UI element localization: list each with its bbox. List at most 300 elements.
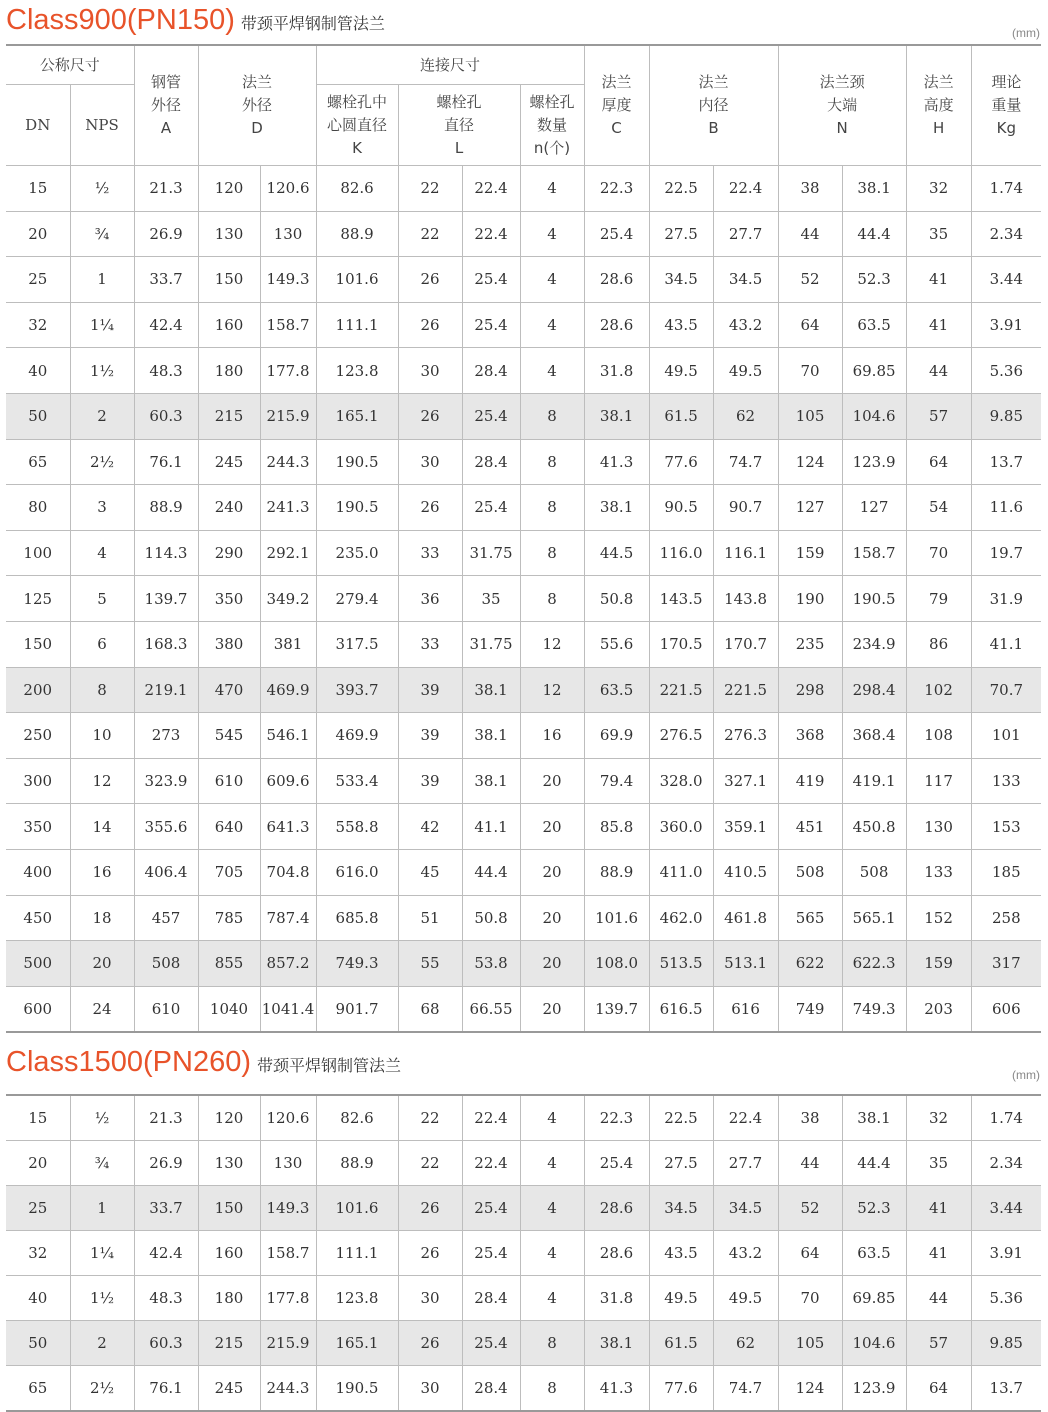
cell-nps: 3 xyxy=(70,485,134,531)
cell-bolt-hole-actual: 38.1 xyxy=(462,667,520,713)
cell-bolt-hole-actual: 35 xyxy=(462,576,520,622)
cell-flange-od-nominal: 610 xyxy=(198,758,260,804)
cell-flange-od-actual: 158.7 xyxy=(260,1231,316,1276)
cell-flange-od-nominal: 160 xyxy=(198,1231,260,1276)
cell-flange-id-nominal: 360.0 xyxy=(649,804,713,850)
cell-bolt-count: 4 xyxy=(520,1141,584,1186)
table-row xyxy=(6,1366,1041,1412)
cell-bolt-count: 4 xyxy=(520,1231,584,1276)
table-row xyxy=(6,1186,1041,1231)
cell-flange-od-actual: 1041.4 xyxy=(260,986,316,1032)
cell-nps: 4 xyxy=(70,530,134,576)
cell-bolt-circle: 165.1 xyxy=(316,1321,398,1366)
cell-nps: 10 xyxy=(70,713,134,759)
table-row xyxy=(6,166,1041,212)
cell-flange-height: 79 xyxy=(906,576,971,622)
cell-bolt-count: 20 xyxy=(520,986,584,1032)
cell-flange-id-nominal: 513.5 xyxy=(649,941,713,987)
cell-flange-id-nominal: 116.0 xyxy=(649,530,713,576)
cell-nps: 1½ xyxy=(70,348,134,394)
cell-nps: 16 xyxy=(70,849,134,895)
cell-bolt-hole-nominal: 26 xyxy=(398,1231,462,1276)
cell-bolt-count: 8 xyxy=(520,439,584,485)
cell-flange-od-nominal: 240 xyxy=(198,485,260,531)
cell-nps: 2½ xyxy=(70,439,134,485)
cell-flange-height: 41 xyxy=(906,1186,971,1231)
cell-flange-id-nominal: 27.5 xyxy=(649,211,713,257)
cell-bolt-circle: 165.1 xyxy=(316,393,398,439)
cell-flange-id-nominal: 221.5 xyxy=(649,667,713,713)
cell-dn: 200 xyxy=(6,667,70,713)
cell-neck-end-nominal: 70 xyxy=(778,1276,842,1321)
cell-bolt-hole-nominal: 30 xyxy=(398,1276,462,1321)
cell-flange-od-actual: 857.2 xyxy=(260,941,316,987)
cell-nps: 12 xyxy=(70,758,134,804)
cell-flange-thickness: 79.4 xyxy=(584,758,649,804)
cell-pipe-od: 48.3 xyxy=(134,348,198,394)
cell-neck-end-actual: 622.3 xyxy=(842,941,906,987)
cell-bolt-hole-actual: 31.75 xyxy=(462,530,520,576)
cell-flange-id-nominal: 462.0 xyxy=(649,895,713,941)
cell-flange-od-actual: 241.3 xyxy=(260,485,316,531)
cell-flange-thickness: 69.9 xyxy=(584,713,649,759)
cell-dn: 100 xyxy=(6,530,70,576)
cell-weight: 5.36 xyxy=(971,348,1041,394)
cell-neck-end-actual: 298.4 xyxy=(842,667,906,713)
cell-weight: 3.44 xyxy=(971,257,1041,303)
cell-weight: 1.74 xyxy=(971,1095,1041,1141)
cell-flange-od-nominal: 180 xyxy=(198,1276,260,1321)
cell-nps: 1 xyxy=(70,1186,134,1231)
cell-bolt-circle: 190.5 xyxy=(316,439,398,485)
cell-bolt-circle: 901.7 xyxy=(316,986,398,1032)
header-bolt-circle: 螺栓孔中 心圆直径 K xyxy=(316,85,398,166)
cell-flange-id-actual: 49.5 xyxy=(713,348,778,394)
cell-neck-end-nominal: 124 xyxy=(778,439,842,485)
class900-table-body xyxy=(6,166,1041,1033)
cell-bolt-hole-nominal: 39 xyxy=(398,713,462,759)
cell-bolt-hole-nominal: 30 xyxy=(398,439,462,485)
cell-bolt-circle: 190.5 xyxy=(316,1366,398,1412)
header-flange-id: 法兰 内径 B xyxy=(649,45,778,166)
cell-flange-id-actual: 116.1 xyxy=(713,530,778,576)
cell-neck-end-nominal: 52 xyxy=(778,1186,842,1231)
cell-flange-id-nominal: 22.5 xyxy=(649,166,713,212)
table-row xyxy=(6,941,1041,987)
cell-dn: 40 xyxy=(6,348,70,394)
cell-bolt-count: 4 xyxy=(520,1095,584,1141)
cell-bolt-count: 8 xyxy=(520,485,584,531)
cell-bolt-hole-nominal: 68 xyxy=(398,986,462,1032)
cell-dn: 400 xyxy=(6,849,70,895)
cell-flange-thickness: 88.9 xyxy=(584,849,649,895)
cell-bolt-hole-nominal: 36 xyxy=(398,576,462,622)
cell-flange-thickness: 22.3 xyxy=(584,166,649,212)
table-row xyxy=(6,667,1041,713)
cell-flange-height: 133 xyxy=(906,849,971,895)
cell-flange-id-nominal: 49.5 xyxy=(649,348,713,394)
table-row xyxy=(6,485,1041,531)
cell-neck-end-actual: 44.4 xyxy=(842,211,906,257)
cell-neck-end-nominal: 368 xyxy=(778,713,842,759)
cell-neck-end-nominal: 235 xyxy=(778,621,842,667)
cell-dn: 25 xyxy=(6,1186,70,1231)
cell-bolt-hole-actual: 22.4 xyxy=(462,166,520,212)
cell-flange-id-actual: 170.7 xyxy=(713,621,778,667)
cell-pipe-od: 60.3 xyxy=(134,393,198,439)
cell-dn: 350 xyxy=(6,804,70,850)
cell-neck-end-actual: 38.1 xyxy=(842,166,906,212)
cell-bolt-circle: 469.9 xyxy=(316,713,398,759)
cell-neck-end-nominal: 159 xyxy=(778,530,842,576)
cell-flange-od-actual: 349.2 xyxy=(260,576,316,622)
cell-weight: 606 xyxy=(971,986,1041,1032)
cell-bolt-count: 8 xyxy=(520,393,584,439)
header-nps: NPS xyxy=(70,85,134,166)
cell-flange-thickness: 38.1 xyxy=(584,393,649,439)
cell-weight: 9.85 xyxy=(971,393,1041,439)
cell-neck-end-nominal: 622 xyxy=(778,941,842,987)
cell-bolt-hole-nominal: 30 xyxy=(398,1366,462,1412)
cell-flange-thickness: 22.3 xyxy=(584,1095,649,1141)
cell-flange-od-nominal: 120 xyxy=(198,1095,260,1141)
cell-neck-end-nominal: 565 xyxy=(778,895,842,941)
cell-pipe-od: 42.4 xyxy=(134,1231,198,1276)
cell-flange-id-nominal: 34.5 xyxy=(649,1186,713,1231)
cell-flange-id-actual: 90.7 xyxy=(713,485,778,531)
cell-bolt-count: 4 xyxy=(520,1276,584,1321)
cell-nps: ¾ xyxy=(70,1141,134,1186)
cell-bolt-hole-actual: 28.4 xyxy=(462,1276,520,1321)
cell-flange-id-actual: 49.5 xyxy=(713,1276,778,1321)
cell-pipe-od: 323.9 xyxy=(134,758,198,804)
table-row xyxy=(6,986,1041,1032)
cell-pipe-od: 48.3 xyxy=(134,1276,198,1321)
cell-flange-id-nominal: 77.6 xyxy=(649,439,713,485)
section1-title xyxy=(6,4,385,44)
cell-dn: 500 xyxy=(6,941,70,987)
cell-flange-od-actual: 149.3 xyxy=(260,257,316,303)
cell-flange-od-actual: 130 xyxy=(260,1141,316,1186)
cell-dn: 150 xyxy=(6,621,70,667)
cell-neck-end-nominal: 105 xyxy=(778,1321,842,1366)
header-bolt-hole-diameter: 螺栓孔 直径 L xyxy=(398,85,520,166)
cell-bolt-hole-nominal: 26 xyxy=(398,1186,462,1231)
cell-bolt-hole-nominal: 33 xyxy=(398,530,462,576)
cell-bolt-hole-nominal: 42 xyxy=(398,804,462,850)
cell-flange-height: 64 xyxy=(906,1366,971,1412)
cell-bolt-hole-actual: 44.4 xyxy=(462,849,520,895)
cell-flange-id-actual: 34.5 xyxy=(713,257,778,303)
cell-neck-end-actual: 450.8 xyxy=(842,804,906,850)
cell-flange-od-nominal: 130 xyxy=(198,211,260,257)
cell-pipe-od: 26.9 xyxy=(134,1141,198,1186)
cell-nps: 24 xyxy=(70,986,134,1032)
cell-neck-end-nominal: 749 xyxy=(778,986,842,1032)
cell-flange-height: 41 xyxy=(906,302,971,348)
cell-flange-height: 152 xyxy=(906,895,971,941)
cell-bolt-hole-nominal: 22 xyxy=(398,1141,462,1186)
class1500-flange-table xyxy=(6,1094,1041,1412)
cell-flange-od-nominal: 160 xyxy=(198,302,260,348)
cell-dn: 65 xyxy=(6,439,70,485)
cell-bolt-count: 4 xyxy=(520,302,584,348)
cell-weight: 101 xyxy=(971,713,1041,759)
cell-pipe-od: 114.3 xyxy=(134,530,198,576)
header-connection-size: 连接尺寸 xyxy=(316,45,584,85)
cell-bolt-count: 8 xyxy=(520,1366,584,1412)
cell-flange-od-actual: 546.1 xyxy=(260,713,316,759)
cell-flange-id-actual: 461.8 xyxy=(713,895,778,941)
cell-neck-end-nominal: 190 xyxy=(778,576,842,622)
cell-flange-od-actual: 641.3 xyxy=(260,804,316,850)
cell-flange-od-actual: 704.8 xyxy=(260,849,316,895)
cell-flange-od-nominal: 705 xyxy=(198,849,260,895)
table-row xyxy=(6,1231,1041,1276)
cell-neck-end-actual: 44.4 xyxy=(842,1141,906,1186)
cell-flange-height: 117 xyxy=(906,758,971,804)
cell-flange-id-actual: 74.7 xyxy=(713,439,778,485)
cell-flange-id-nominal: 61.5 xyxy=(649,393,713,439)
cell-bolt-circle: 88.9 xyxy=(316,1141,398,1186)
cell-bolt-hole-nominal: 26 xyxy=(398,1321,462,1366)
cell-flange-id-actual: 22.4 xyxy=(713,1095,778,1141)
cell-dn: 80 xyxy=(6,485,70,531)
cell-flange-id-nominal: 276.5 xyxy=(649,713,713,759)
cell-flange-id-actual: 22.4 xyxy=(713,166,778,212)
cell-bolt-hole-nominal: 39 xyxy=(398,758,462,804)
cell-neck-end-nominal: 105 xyxy=(778,393,842,439)
cell-neck-end-actual: 52.3 xyxy=(842,1186,906,1231)
table-row xyxy=(6,302,1041,348)
cell-flange-height: 35 xyxy=(906,211,971,257)
cell-flange-id-actual: 143.8 xyxy=(713,576,778,622)
class900-flange-table xyxy=(6,44,1041,1033)
cell-nps: 2 xyxy=(70,1321,134,1366)
cell-bolt-count: 20 xyxy=(520,941,584,987)
cell-flange-id-actual: 62 xyxy=(713,1321,778,1366)
cell-flange-od-actual: 381 xyxy=(260,621,316,667)
cell-weight: 153 xyxy=(971,804,1041,850)
cell-bolt-circle: 88.9 xyxy=(316,211,398,257)
cell-flange-id-nominal: 616.5 xyxy=(649,986,713,1032)
cell-nps: 1¼ xyxy=(70,1231,134,1276)
cell-weight: 1.74 xyxy=(971,166,1041,212)
cell-flange-od-actual: 120.6 xyxy=(260,166,316,212)
cell-flange-thickness: 38.1 xyxy=(584,1321,649,1366)
cell-bolt-hole-nominal: 33 xyxy=(398,621,462,667)
cell-bolt-hole-actual: 25.4 xyxy=(462,393,520,439)
cell-flange-height: 32 xyxy=(906,166,971,212)
cell-bolt-circle: 111.1 xyxy=(316,1231,398,1276)
cell-flange-od-nominal: 640 xyxy=(198,804,260,850)
cell-bolt-hole-nominal: 55 xyxy=(398,941,462,987)
cell-neck-end-actual: 69.85 xyxy=(842,348,906,394)
cell-flange-id-actual: 513.1 xyxy=(713,941,778,987)
cell-weight: 2.34 xyxy=(971,211,1041,257)
cell-neck-end-actual: 234.9 xyxy=(842,621,906,667)
cell-flange-id-nominal: 49.5 xyxy=(649,1276,713,1321)
cell-weight: 13.7 xyxy=(971,439,1041,485)
cell-neck-end-actual: 158.7 xyxy=(842,530,906,576)
cell-neck-end-nominal: 508 xyxy=(778,849,842,895)
cell-flange-id-nominal: 90.5 xyxy=(649,485,713,531)
cell-bolt-count: 20 xyxy=(520,758,584,804)
cell-flange-id-nominal: 143.5 xyxy=(649,576,713,622)
cell-nps: 2½ xyxy=(70,1366,134,1412)
cell-flange-od-nominal: 215 xyxy=(198,1321,260,1366)
cell-flange-od-nominal: 855 xyxy=(198,941,260,987)
cell-bolt-circle: 317.5 xyxy=(316,621,398,667)
cell-bolt-count: 4 xyxy=(520,211,584,257)
cell-neck-end-actual: 508 xyxy=(842,849,906,895)
cell-flange-id-actual: 27.7 xyxy=(713,1141,778,1186)
cell-weight: 19.7 xyxy=(971,530,1041,576)
cell-bolt-hole-nominal: 26 xyxy=(398,302,462,348)
cell-dn: 300 xyxy=(6,758,70,804)
cell-bolt-hole-actual: 25.4 xyxy=(462,302,520,348)
cell-dn: 32 xyxy=(6,1231,70,1276)
cell-weight: 11.6 xyxy=(971,485,1041,531)
cell-neck-end-nominal: 64 xyxy=(778,1231,842,1276)
cell-pipe-od: 457 xyxy=(134,895,198,941)
cell-flange-od-actual: 130 xyxy=(260,211,316,257)
cell-flange-od-actual: 292.1 xyxy=(260,530,316,576)
cell-neck-end-nominal: 38 xyxy=(778,166,842,212)
cell-bolt-hole-nominal: 51 xyxy=(398,895,462,941)
section2-title-class: Class1500(PN260) xyxy=(6,1046,252,1078)
cell-flange-od-actual: 244.3 xyxy=(260,439,316,485)
cell-flange-height: 108 xyxy=(906,713,971,759)
cell-bolt-hole-actual: 41.1 xyxy=(462,804,520,850)
cell-flange-height: 102 xyxy=(906,667,971,713)
table-row xyxy=(6,576,1041,622)
table-row xyxy=(6,439,1041,485)
cell-dn: 50 xyxy=(6,1321,70,1366)
cell-neck-end-nominal: 451 xyxy=(778,804,842,850)
cell-pipe-od: 406.4 xyxy=(134,849,198,895)
cell-flange-od-nominal: 1040 xyxy=(198,986,260,1032)
cell-pipe-od: 60.3 xyxy=(134,1321,198,1366)
cell-dn: 25 xyxy=(6,257,70,303)
cell-nps: ½ xyxy=(70,1095,134,1141)
cell-pipe-od: 33.7 xyxy=(134,257,198,303)
cell-bolt-circle: 101.6 xyxy=(316,1186,398,1231)
header-dn: DN xyxy=(6,85,70,166)
cell-flange-id-nominal: 411.0 xyxy=(649,849,713,895)
cell-flange-od-nominal: 150 xyxy=(198,257,260,303)
cell-flange-id-nominal: 61.5 xyxy=(649,1321,713,1366)
cell-neck-end-actual: 123.9 xyxy=(842,439,906,485)
cell-bolt-count: 8 xyxy=(520,576,584,622)
cell-flange-id-actual: 276.3 xyxy=(713,713,778,759)
cell-neck-end-actual: 190.5 xyxy=(842,576,906,622)
cell-neck-end-actual: 104.6 xyxy=(842,1321,906,1366)
cell-neck-end-nominal: 52 xyxy=(778,257,842,303)
cell-flange-od-nominal: 120 xyxy=(198,166,260,212)
cell-flange-od-nominal: 130 xyxy=(198,1141,260,1186)
cell-nps: 14 xyxy=(70,804,134,850)
cell-pipe-od: 21.3 xyxy=(134,166,198,212)
cell-flange-thickness: 25.4 xyxy=(584,211,649,257)
cell-bolt-hole-actual: 38.1 xyxy=(462,713,520,759)
cell-neck-end-actual: 123.9 xyxy=(842,1366,906,1412)
cell-bolt-hole-actual: 25.4 xyxy=(462,1321,520,1366)
cell-bolt-hole-nominal: 22 xyxy=(398,166,462,212)
cell-pipe-od: 273 xyxy=(134,713,198,759)
cell-dn: 450 xyxy=(6,895,70,941)
cell-flange-thickness: 41.3 xyxy=(584,439,649,485)
cell-bolt-hole-nominal: 22 xyxy=(398,1095,462,1141)
cell-neck-end-actual: 565.1 xyxy=(842,895,906,941)
header-theoretical-weight: 理论 重量 Kg xyxy=(971,45,1041,166)
cell-neck-end-nominal: 419 xyxy=(778,758,842,804)
cell-flange-height: 54 xyxy=(906,485,971,531)
cell-pipe-od: 33.7 xyxy=(134,1186,198,1231)
cell-flange-thickness: 41.3 xyxy=(584,1366,649,1412)
cell-nps: 18 xyxy=(70,895,134,941)
cell-flange-thickness: 85.8 xyxy=(584,804,649,850)
table-row xyxy=(6,1141,1041,1186)
cell-neck-end-actual: 104.6 xyxy=(842,393,906,439)
cell-bolt-hole-actual: 22.4 xyxy=(462,1141,520,1186)
cell-flange-height: 57 xyxy=(906,393,971,439)
cell-neck-end-actual: 38.1 xyxy=(842,1095,906,1141)
cell-bolt-hole-nominal: 39 xyxy=(398,667,462,713)
cell-flange-height: 35 xyxy=(906,1141,971,1186)
cell-bolt-circle: 235.0 xyxy=(316,530,398,576)
cell-bolt-count: 12 xyxy=(520,667,584,713)
header-flange-thickness: 法兰 厚度 C xyxy=(584,45,649,166)
header-bolt-count: 螺栓孔 数量 n(个) xyxy=(520,85,584,166)
cell-flange-od-actual: 158.7 xyxy=(260,302,316,348)
cell-flange-od-nominal: 150 xyxy=(198,1186,260,1231)
cell-nps: 8 xyxy=(70,667,134,713)
cell-weight: 258 xyxy=(971,895,1041,941)
cell-dn: 20 xyxy=(6,211,70,257)
cell-flange-thickness: 55.6 xyxy=(584,621,649,667)
cell-bolt-hole-actual: 25.4 xyxy=(462,485,520,531)
cell-flange-od-nominal: 215 xyxy=(198,393,260,439)
section1-title-class: Class900(PN150) xyxy=(6,4,235,36)
cell-dn: 15 xyxy=(6,166,70,212)
cell-flange-od-actual: 469.9 xyxy=(260,667,316,713)
table-row xyxy=(6,895,1041,941)
cell-bolt-hole-nominal: 45 xyxy=(398,849,462,895)
cell-flange-od-actual: 215.9 xyxy=(260,1321,316,1366)
cell-bolt-count: 20 xyxy=(520,804,584,850)
cell-nps: 1½ xyxy=(70,1276,134,1321)
cell-nps: 1 xyxy=(70,257,134,303)
cell-bolt-circle: 749.3 xyxy=(316,941,398,987)
cell-nps: 2 xyxy=(70,393,134,439)
cell-flange-thickness: 50.8 xyxy=(584,576,649,622)
cell-bolt-count: 16 xyxy=(520,713,584,759)
cell-bolt-circle: 533.4 xyxy=(316,758,398,804)
table-row xyxy=(6,621,1041,667)
cell-flange-od-actual: 244.3 xyxy=(260,1366,316,1412)
cell-flange-thickness: 28.6 xyxy=(584,302,649,348)
cell-flange-id-actual: 74.7 xyxy=(713,1366,778,1412)
table-row xyxy=(6,393,1041,439)
cell-flange-od-nominal: 470 xyxy=(198,667,260,713)
cell-flange-height: 64 xyxy=(906,439,971,485)
cell-flange-thickness: 108.0 xyxy=(584,941,649,987)
cell-neck-end-actual: 419.1 xyxy=(842,758,906,804)
cell-flange-od-nominal: 380 xyxy=(198,621,260,667)
cell-flange-od-actual: 149.3 xyxy=(260,1186,316,1231)
cell-bolt-count: 4 xyxy=(520,257,584,303)
